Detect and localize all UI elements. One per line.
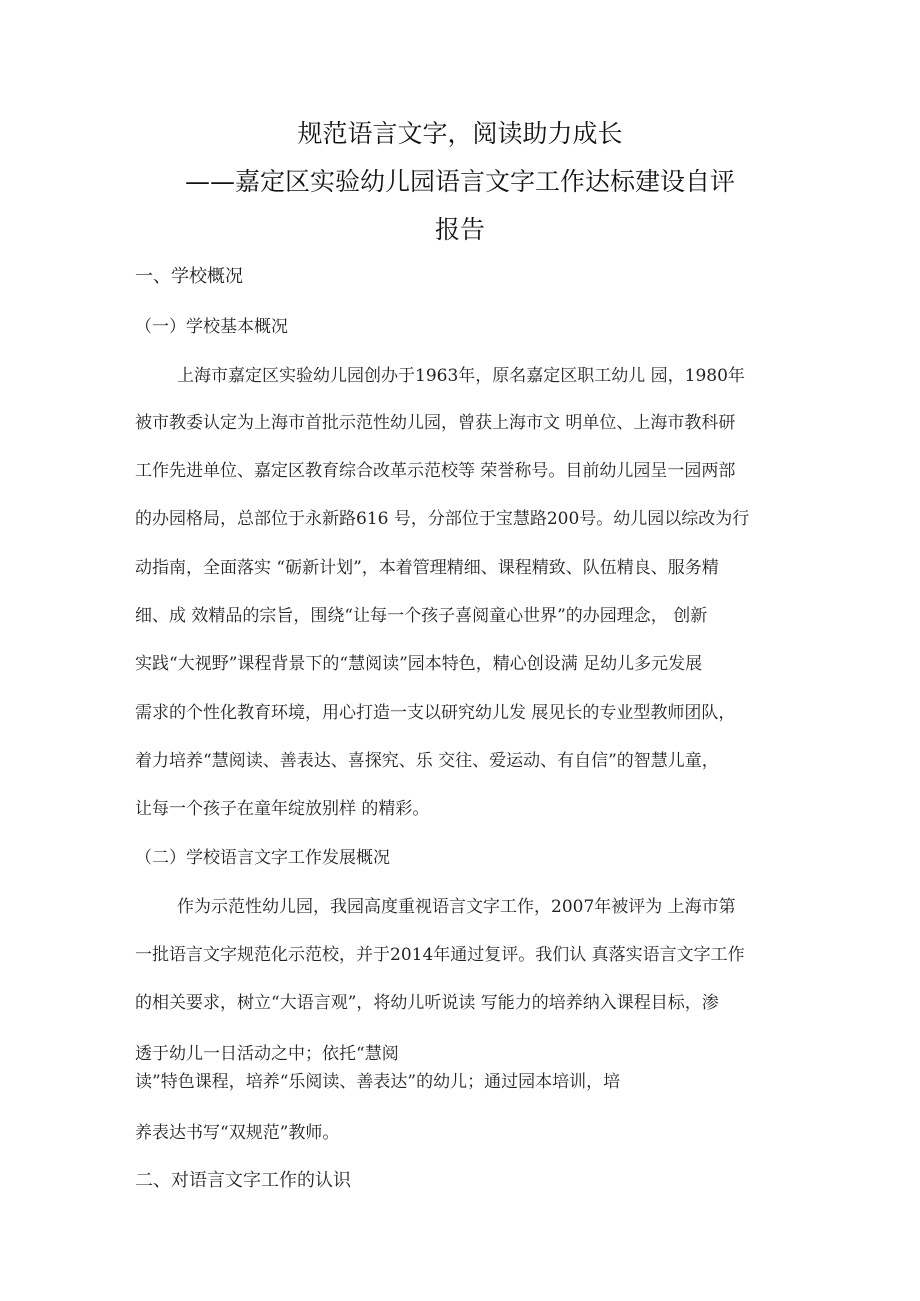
section-2-heading: 二、对语言文字工作的认识 [135,1170,351,1191]
subsection-2-heading: （二）学校语言文字工作发展概况 [135,848,390,868]
section-1-heading: 一、学校概况 [135,266,243,287]
paragraph-1-line: 实践“大视野”课程背景下的“慧阅读”园本特色，精心创设满 足幼儿多元发展 [135,654,703,674]
paragraph-2-line: 一批语言文字规范化示范校，并于2014年通过复评。我们认 真落实语言文字工作 [135,945,745,965]
paragraph-1-line: 着力培养“慧阅读、善表达、喜探究、乐 交往、爱运动、有自信”的智慧儿童， [135,751,719,771]
paragraph-2-line: 读”特色课程，培养“乐阅读、善表达”的幼儿；通过园本培训，培 [135,1072,621,1092]
paragraph-2-line: 养表达书写“双规范”教师。 [135,1123,340,1143]
paragraph-1-line: 细、成 效精品的宗旨，围绕“让每一个孩子喜阅童心世界”的办园理念， 创新 [135,606,708,626]
subsection-1-heading: （一）学校基本概况 [135,317,288,337]
paragraph-1-line: 需求的个性化教育环境，用心打造一支以研究幼儿发 展见长的专业型教师团队， [135,703,736,723]
paragraph-1-line: 被市教委认定为上海市首批示范性幼儿园，曾获上海市文 明单位、上海市教科研 [135,413,736,433]
title-line-2: ——嘉定区实验幼儿园语言文字工作达标建设自评 [184,167,735,196]
title-line-3: 报告 [434,215,485,244]
paragraph-2-line: 的相关要求，树立“大语言观”，将幼儿听说读 写能力的培养纳入课程目标，渗 [135,993,719,1013]
paragraph-2-line: 作为示范性幼儿园，我园高度重视语言文字工作，2007年被评为 上海市第 [177,897,736,917]
paragraph-1-line: 动指南，全面落实 “砺新计划”，本着管理精细、课程精致、队伍精良、服务精 [135,558,719,578]
title-line-1: 规范语言文字，阅读助力成长 [297,119,623,148]
paragraph-1-line: 的办园格局，总部位于永新路616 号，分部位于宝慧路200号。幼儿园以综改为行 [135,509,750,529]
paragraph-1-line: 让每一个孩子在童年绽放别样 的精彩。 [135,799,430,819]
paragraph-1-line: 工作先进单位、嘉定区教育综合改革示范校等 荣誉称号。目前幼儿园呈一园两部 [135,461,736,481]
paragraph-1-line: 上海市嘉定区实验幼儿园创办于1963年，原名嘉定区职工幼儿 园，1980年 [177,366,745,386]
paragraph-2-line: 透于幼儿一日活动之中；依托“慧阅 [135,1044,399,1064]
